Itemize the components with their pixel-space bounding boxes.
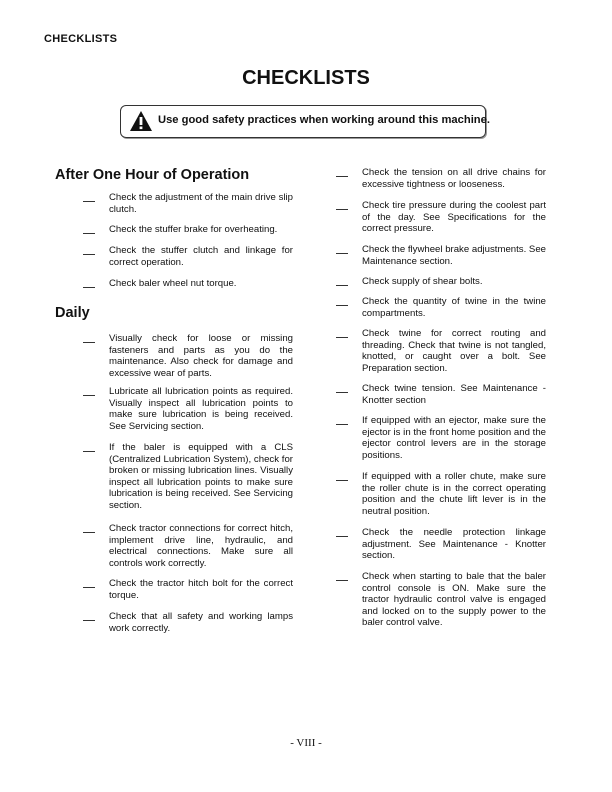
checklist-item: If the baler is equipped with a CLS (Centralized Lubrication System), check for broken or missing lubrication lines. Visually inspect all lubrication points to make sure lubrication is being received. See Servicing section. xyxy=(109,442,293,512)
checklist-item: Check the adjustment of the main drive slip clutch. xyxy=(109,192,293,215)
check-blank[interactable] xyxy=(83,451,95,452)
check-blank[interactable] xyxy=(336,305,348,306)
check-blank[interactable] xyxy=(336,536,348,537)
check-blank[interactable] xyxy=(336,285,348,286)
check-blank[interactable] xyxy=(336,392,348,393)
check-blank[interactable] xyxy=(83,342,95,343)
page-number: - VIII - xyxy=(290,737,322,749)
check-blank[interactable] xyxy=(83,587,95,588)
checklist-item: Lubricate all lubrication points as required. Visually inspect all lubrication points to make sure lubrication is being received. See Servicing section. xyxy=(109,386,293,432)
check-blank[interactable] xyxy=(83,254,95,255)
checklist-item: Check the stuffer clutch and linkage for correct operation. xyxy=(109,245,293,268)
checklist-item: Check the flywheel brake adjustments. See Maintenance section. xyxy=(362,244,546,267)
checklist-item: Check the quantity of twine in the twine compartments. xyxy=(362,296,546,319)
check-blank[interactable] xyxy=(83,233,95,234)
check-blank[interactable] xyxy=(336,176,348,177)
check-blank[interactable] xyxy=(83,287,95,288)
checklist-item: Visually check for loose or missing fasteners and parts as you do the maintenance. Also check for damage and excessive wear of parts. xyxy=(109,333,293,379)
checklist-item: Check when starting to bale that the baler control console is ON. Make sure the tractor hydraulic control valve is engaged and locked on to the supply power to the baler control valve. xyxy=(362,571,546,629)
safety-text: Use good safety practices when working around this machine. xyxy=(158,114,490,126)
check-blank[interactable] xyxy=(336,209,348,210)
checklist-item: Check the needle protection linkage adjustment. See Maintenance - Knotter section. xyxy=(362,527,546,562)
section-heading-after-one-hour: After One Hour of Operation xyxy=(55,167,250,183)
check-blank[interactable] xyxy=(336,480,348,481)
checklist-item: Check twine for correct routing and threading. Check that twine is not tangled, knotted, or caught over a bolt. See Preparation section. xyxy=(362,328,546,374)
checklist-item: If equipped with an ejector, make sure the ejector is in the front home position and the ejector control levers are in the storage positions. xyxy=(362,415,546,461)
check-blank[interactable] xyxy=(336,580,348,581)
running-header: CHECKLISTS xyxy=(44,33,118,45)
warning-triangle-icon xyxy=(129,110,153,132)
checklist-item: Check twine tension. See Maintenance - Knotter section xyxy=(362,383,546,406)
checklist-item: Check the tension on all drive chains for excessive tightness or looseness. xyxy=(362,167,546,190)
safety-notice xyxy=(120,105,490,138)
check-blank[interactable] xyxy=(83,532,95,533)
check-blank[interactable] xyxy=(336,424,348,425)
check-blank[interactable] xyxy=(336,337,348,338)
checklist-item: Check the tractor hitch bolt for the correct torque. xyxy=(109,578,293,601)
check-blank[interactable] xyxy=(83,201,95,202)
check-blank[interactable] xyxy=(83,395,95,396)
checklist-item: If equipped with a roller chute, make sure the roller chute is in the correct operating position and the chute lift lever is in the neutral position. xyxy=(362,471,546,517)
checklist-item: Check supply of shear bolts. xyxy=(362,276,546,288)
checklist-item: Check that all safety and working lamps work correctly. xyxy=(109,611,293,634)
check-blank[interactable] xyxy=(83,620,95,621)
checklist-item: Check baler wheel nut torque. xyxy=(109,278,293,290)
section-heading-daily: Daily xyxy=(55,305,90,321)
check-blank[interactable] xyxy=(336,253,348,254)
checklist-item: Check tire pressure during the coolest part of the day. See Specifications for the correct pressure. xyxy=(362,200,546,235)
checklist-item: Check the stuffer brake for overheating. xyxy=(109,224,293,236)
checklist-item: Check tractor connections for correct hitch, implement drive line, hydraulic, and electrical connections. Make sure all controls work correctly. xyxy=(109,523,293,569)
page-title: CHECKLISTS xyxy=(242,67,370,89)
